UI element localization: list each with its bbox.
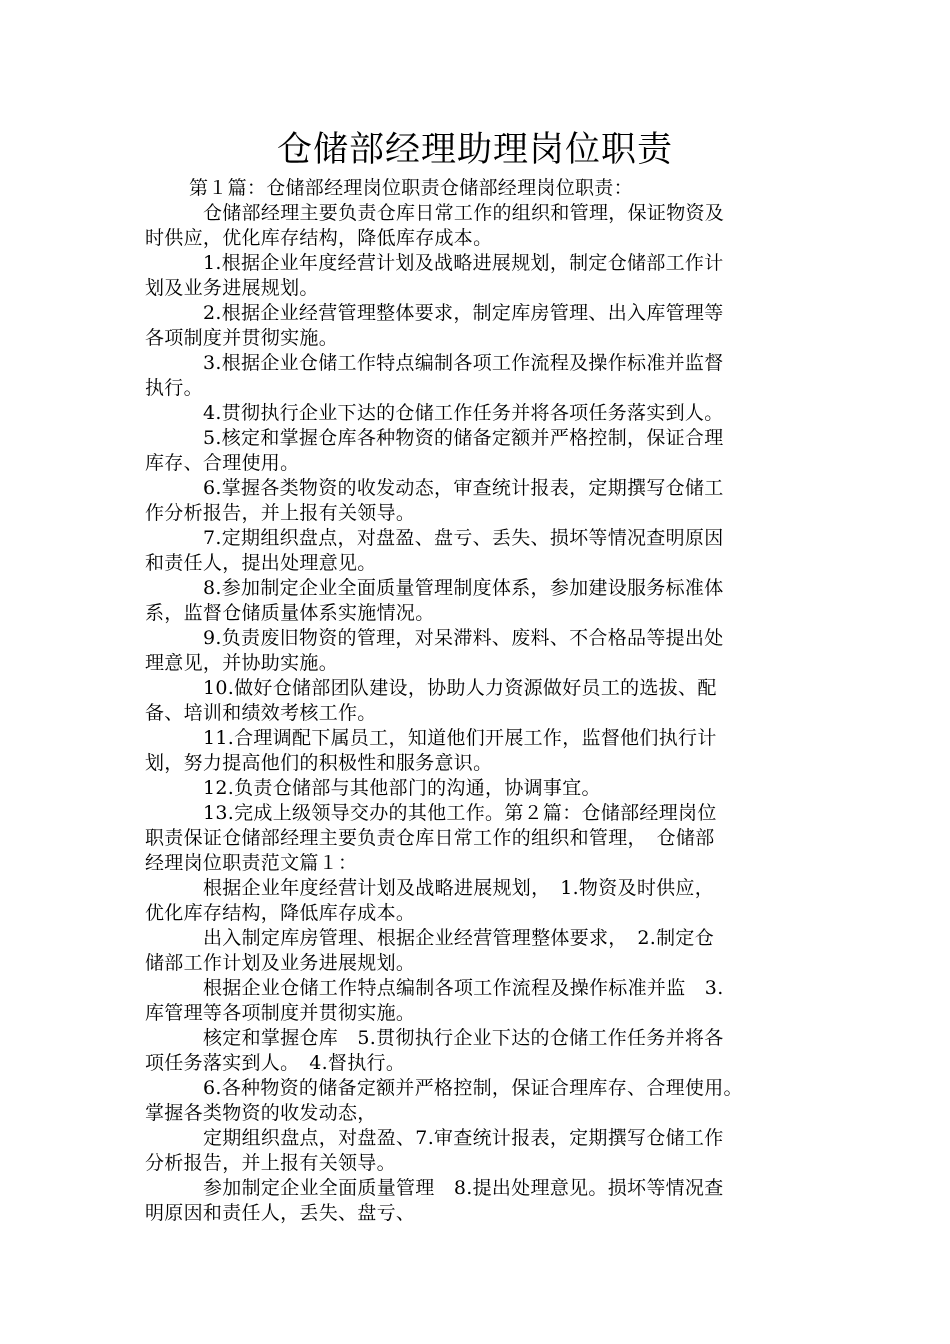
text-line: 划，努力提高他们的积极性和服务意识。 xyxy=(145,752,493,774)
text-line: 7.定期组织盘点，对盘盈、盘亏、丢失、损坏等情况查明原因 xyxy=(203,527,724,549)
document-title: 仓储部经理助理岗位职责 xyxy=(276,130,673,170)
text-line: 定期组织盘点，对盘盈、7.审查统计报表，定期撰写仓储工作 xyxy=(203,1127,724,1149)
text-line: 参加制定企业全面质量管理 8.提出处理意见。损坏等情况查 xyxy=(203,1177,724,1199)
text-line: 系，监督仓储质量体系实施情况。 xyxy=(145,602,435,624)
text-line: 6.各种物资的储备定额并严格控制，保证合理库存、合理使用。 xyxy=(203,1077,743,1099)
text-line: 根据企业年度经营计划及战略进展规划， 1.物资及时供应， xyxy=(203,877,715,899)
text-line: 2.根据企业经营管理整体要求，制定库房管理、出入库管理等 xyxy=(203,302,724,324)
text-line: 和责任人，提出处理意见。 xyxy=(145,552,377,574)
text-line: 第１篇：仓储部经理岗位职责仓储部经理岗位职责： xyxy=(189,177,633,199)
text-line: 储部工作计划及业务进展规划。 xyxy=(145,952,416,974)
document-body xyxy=(145,176,810,1226)
text-line: 分析报告，并上报有关领导。 xyxy=(145,1152,396,1174)
text-line: 执行。 xyxy=(145,377,203,399)
text-line: 3.根据企业仓储工作特点编制各项工作流程及操作标准并监督 xyxy=(203,352,724,374)
text-line: 作分析报告，并上报有关领导。 xyxy=(145,502,416,524)
text-line: 明原因和责任人，丢失、盘亏、 xyxy=(145,1202,416,1224)
text-line: 经理岗位职责范文篇１： xyxy=(145,852,358,874)
text-line: 5.核定和掌握仓库各种物资的储备定额并严格控制，保证合理 xyxy=(203,427,724,449)
text-line: 掌握各类物资的收发动态， xyxy=(145,1102,377,1124)
text-line: 核定和掌握仓库 5.贯彻执行企业下达的仓储工作任务并将各 xyxy=(203,1027,724,1049)
text-line: 10.做好仓储部团队建设，协助人力资源做好员工的选拔、配 xyxy=(203,677,717,699)
text-line: 划及业务进展规划。 xyxy=(145,277,319,299)
text-line: 出入制定库房管理、根据企业经营管理整体要求， 2.制定仓 xyxy=(203,927,715,949)
text-line: 库管理等各项制度并贯彻实施。 xyxy=(145,1002,416,1024)
text-line: 库存、合理使用。 xyxy=(145,452,300,474)
text-line: 12.负责仓储部与其他部门的沟通，协调事宜。 xyxy=(203,777,601,799)
text-line: 理意见，并协助实施。 xyxy=(145,652,339,674)
text-line: 6.掌握各类物资的收发动态，审查统计报表，定期撰写仓储工 xyxy=(203,477,724,499)
text-line: 9.负责废旧物资的管理，对呆滞料、废料、不合格品等提出处 xyxy=(203,627,724,649)
text-line: 职责保证仓储部经理主要负责仓库日常工作的组织和管理， 仓储部 xyxy=(145,827,715,849)
text-line: 仓储部经理主要负责仓库日常工作的组织和管理，保证物资及 xyxy=(203,202,725,224)
text-line: 项任务落实到人。 4.督执行。 xyxy=(145,1052,406,1074)
text-line: 备、培训和绩效考核工作。 xyxy=(145,702,377,724)
text-line: 8.参加制定企业全面质量管理制度体系，参加建设服务标准体 xyxy=(203,577,724,599)
text-line: 1.根据企业年度经营计划及战略进展规划，制定仓储部工作计 xyxy=(203,252,724,274)
text-line: 13.完成上级领导交办的其他工作。第２篇：仓储部经理岗位 xyxy=(203,802,717,824)
text-line: 时供应，优化库存结构，降低库存成本。 xyxy=(145,227,493,249)
text-line: 4.贯彻执行企业下达的仓储工作任务并将各项任务落实到人。 xyxy=(203,402,724,424)
text-line: 11.合理调配下属员工，知道他们开展工作，监督他们执行计 xyxy=(203,727,717,749)
text-line: 各项制度并贯彻实施。 xyxy=(145,327,339,349)
text-line: 优化库存结构，降低库存成本。 xyxy=(145,902,416,924)
text-line: 根据企业仓储工作特点编制各项工作流程及操作标准并监 3. xyxy=(203,977,724,999)
